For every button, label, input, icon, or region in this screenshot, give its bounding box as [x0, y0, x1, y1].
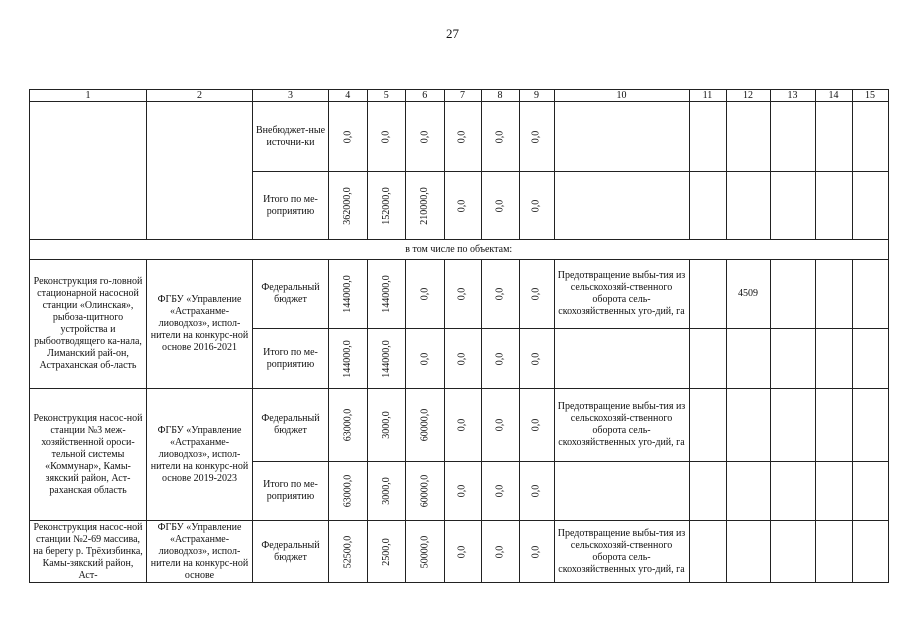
page-number: 27: [446, 26, 459, 41]
indicator-cell-text: Предотвращение выбы-тия из сельскохозяй-ственного оборота сель-скохозяйственных уго-дий, га: [557, 401, 686, 448]
indicator-cell-text: Предотвращение выбы-тия из сельскохозяй-ственного оборота сель-скохозяйственных уго-дий, га: [557, 270, 686, 317]
value-cell-text: 0,0: [530, 199, 542, 212]
indicator-cell: [554, 172, 689, 240]
value-cell: [519, 172, 554, 240]
value-cell-text: 0,0: [494, 287, 505, 301]
value-cell: [367, 462, 406, 521]
value-cell: [367, 172, 406, 240]
value-cell-text: 60000,0: [418, 474, 430, 508]
value-cell-text: 0,0: [341, 130, 353, 143]
value-cell: [406, 172, 445, 240]
source-cell: [253, 329, 329, 389]
column-header: 15: [852, 90, 888, 102]
source-cell-text: Федеральный бюджет: [261, 539, 320, 563]
indicator-cell-text: Предотвращение выбы-тия из сельскохозяй-ственного оборота сель-скохозяйственных уго-дий, га: [557, 527, 686, 575]
column-header: 7: [444, 90, 481, 102]
value-cell: [481, 260, 519, 329]
value-cell-text: 0,0: [530, 545, 542, 558]
value-cell: [406, 102, 445, 172]
indicator-cell: [554, 329, 689, 389]
empty-cell: [689, 462, 726, 521]
value-cell-text: 144000,0: [380, 339, 392, 378]
table-row: [30, 102, 889, 172]
empty-cell: [689, 260, 726, 329]
target-value-cell: [726, 329, 770, 389]
value-cell: [406, 462, 445, 521]
column-header: 13: [770, 90, 815, 102]
source-cell: [253, 102, 329, 172]
value-cell-text: 0,0: [530, 287, 542, 301]
value-cell-text: 0,0: [456, 545, 468, 558]
value-cell: [329, 462, 368, 521]
empty-cell: [852, 102, 888, 172]
value-cell-text: 0,0: [418, 130, 430, 143]
header-row: [30, 90, 889, 102]
value-cell-text: 0,0: [494, 484, 505, 498]
value-cell: [329, 521, 368, 583]
value-cell: [444, 389, 481, 462]
empty-cell: [147, 102, 253, 240]
value-cell: [406, 389, 445, 462]
value-cell-text: 3000,0: [380, 477, 392, 505]
empty-cell: [689, 172, 726, 240]
value-cell: [519, 260, 554, 329]
value-cell: [367, 389, 406, 462]
object-name-cell-text: Реконструкция насос-ной станции №3 меж-хозяйственной ороси-тельной системы «Коммунар», Камы-зякский район, Аст-раханская область: [33, 412, 143, 496]
value-cell: [367, 102, 406, 172]
value-cell: [329, 329, 368, 389]
empty-cell: [815, 329, 852, 389]
source-cell: [253, 389, 329, 462]
column-header: 5: [367, 90, 406, 102]
column-header: 4: [329, 90, 368, 102]
source-cell: [253, 172, 329, 240]
value-cell: [444, 172, 481, 240]
value-cell-text: 0,0: [494, 199, 505, 212]
empty-cell: [852, 172, 888, 240]
value-cell: [444, 260, 481, 329]
target-value-cell: [726, 462, 770, 521]
value-cell-text: 144000,0: [341, 275, 353, 313]
value-cell-text: 0,0: [456, 484, 468, 498]
object-name-cell-text: Реконструкция насос-ной станции №2-69 массива, на берегу р. Трёхизбинка, Камы-зякский район, Аст-: [33, 521, 143, 581]
value-cell: [329, 102, 368, 172]
value-cell-text: 0,0: [456, 130, 468, 143]
object-name-cell-text: Реконструкция го-ловной стационарной насосной станции «Олинская», рыбоза-щитного устройства и рыбоотводящего ка-нала, Лиманский рай-он, Астраханская об-ласть: [33, 276, 143, 371]
source-cell-text: Федеральный бюджет: [261, 413, 320, 436]
column-header: 8: [481, 90, 519, 102]
column-header: 2: [147, 90, 253, 102]
source-cell-text: Федеральный бюджет: [261, 282, 320, 305]
value-cell-text: 2500,0: [380, 537, 392, 566]
column-header: 1: [30, 90, 147, 102]
column-header: 6: [406, 90, 445, 102]
table-row: [30, 521, 889, 583]
column-header: 3: [253, 90, 329, 102]
target-value-cell-text: 4509: [738, 288, 758, 299]
value-cell-text: 52500,0: [341, 535, 353, 568]
empty-cell: [815, 172, 852, 240]
empty-cell: [852, 260, 888, 329]
value-cell: [406, 521, 445, 583]
empty-cell: [815, 260, 852, 329]
empty-cell: [852, 389, 888, 462]
indicator-cell: [554, 462, 689, 521]
empty-cell: [770, 462, 815, 521]
empty-cell: [852, 329, 888, 389]
column-header: 10: [554, 90, 689, 102]
column-header: 11: [689, 90, 726, 102]
target-value-cell: [726, 172, 770, 240]
value-cell-text: 0,0: [456, 352, 468, 365]
value-cell: [481, 521, 519, 583]
value-cell: [367, 329, 406, 389]
value-cell-text: 144000,0: [380, 275, 392, 313]
executor-cell-text: ФГБУ «Управление «Астраханме-лиоводхоз», испол-нители на конкурс-ной основе 2019-2023: [150, 424, 249, 484]
executor-cell-text: ФГБУ «Управление «Астраханме-лиоводхоз», испол-нители на конкурс-ной основе: [150, 521, 249, 581]
value-cell: [329, 260, 368, 329]
source-cell: [253, 462, 329, 521]
target-value-cell: [726, 521, 770, 583]
value-cell-text: 210000,0: [418, 186, 430, 225]
empty-cell: [852, 521, 888, 583]
program-table: [29, 89, 889, 583]
value-cell: [406, 260, 445, 329]
empty-cell: [770, 329, 815, 389]
section-label: [30, 240, 889, 260]
value-cell-text: 0,0: [530, 484, 542, 498]
executor-cell: [147, 521, 253, 583]
value-cell: [519, 521, 554, 583]
value-cell: [519, 462, 554, 521]
empty-cell: [689, 389, 726, 462]
indicator-cell: [554, 260, 689, 329]
value-cell-text: 0,0: [418, 352, 430, 365]
empty-cell: [770, 172, 815, 240]
column-header: 14: [815, 90, 852, 102]
empty-cell: [815, 389, 852, 462]
empty-cell: [30, 102, 147, 240]
value-cell-text: 0,0: [530, 352, 542, 365]
value-cell-text: 0,0: [380, 130, 392, 143]
table-row: [30, 389, 889, 462]
column-header: 12: [726, 90, 770, 102]
empty-cell: [852, 462, 888, 521]
object-name-cell: [30, 389, 147, 521]
value-cell: [367, 521, 406, 583]
empty-cell: [770, 102, 815, 172]
target-value-cell: [726, 102, 770, 172]
value-cell: [481, 329, 519, 389]
value-cell-text: 152000,0: [380, 186, 392, 225]
source-cell: [253, 521, 329, 583]
value-cell-text: 0,0: [456, 418, 468, 432]
value-cell: [481, 102, 519, 172]
value-cell-text: 0,0: [418, 287, 430, 301]
source-cell-text: Итого по ме-роприятию: [263, 346, 318, 370]
value-cell: [444, 462, 481, 521]
empty-cell: [815, 521, 852, 583]
value-cell: [329, 172, 368, 240]
value-cell-text: 0,0: [494, 130, 505, 143]
empty-cell: [689, 521, 726, 583]
value-cell: [367, 260, 406, 329]
source-cell: [253, 260, 329, 329]
value-cell: [444, 329, 481, 389]
section-row: [30, 240, 889, 260]
value-cell-text: 0,0: [494, 352, 505, 365]
empty-cell: [770, 521, 815, 583]
empty-cell: [815, 102, 852, 172]
value-cell: [519, 329, 554, 389]
value-cell-text: 60000,0: [418, 408, 430, 442]
value-cell-text: 362000,0: [341, 186, 353, 225]
object-name-cell: [30, 260, 147, 389]
column-header: 9: [519, 90, 554, 102]
value-cell: [481, 462, 519, 521]
value-cell: [444, 102, 481, 172]
executor-cell-text: ФГБУ «Управление «Астраханме-лиоводхоз», испол-нители на конкурс-ной основе 2016-2021: [150, 294, 249, 353]
indicator-cell: [554, 102, 689, 172]
empty-cell: [815, 462, 852, 521]
value-cell: [481, 172, 519, 240]
value-cell-text: 63000,0: [341, 408, 353, 442]
indicator-cell: [554, 521, 689, 583]
target-value-cell: [726, 260, 770, 329]
value-cell-text: 0,0: [530, 418, 542, 432]
value-cell: [406, 329, 445, 389]
value-cell-text: 0,0: [456, 287, 468, 301]
value-cell: [519, 389, 554, 462]
value-cell-text: 0,0: [456, 199, 468, 212]
source-cell-text: Итого по ме-роприятию: [263, 193, 318, 217]
object-name-cell: [30, 521, 147, 583]
indicator-cell: [554, 389, 689, 462]
value-cell-text: 0,0: [494, 418, 505, 432]
value-cell-text: 3000,0: [380, 411, 392, 439]
executor-cell: [147, 260, 253, 389]
value-cell: [444, 521, 481, 583]
value-cell: [329, 389, 368, 462]
executor-cell: [147, 389, 253, 521]
value-cell-text: 0,0: [494, 545, 505, 558]
source-cell-text: Внебюджет-ные источни-ки: [255, 124, 326, 148]
table-row: [30, 260, 889, 329]
section-label-text: в том числе по объектам:: [405, 243, 513, 255]
value-cell-text: 63000,0: [341, 474, 353, 508]
value-cell: [481, 389, 519, 462]
source-cell-text: Итого по ме-роприятию: [263, 479, 318, 502]
empty-cell: [689, 102, 726, 172]
empty-cell: [770, 260, 815, 329]
empty-cell: [770, 389, 815, 462]
value-cell-text: 50000,0: [418, 535, 430, 568]
value-cell: [519, 102, 554, 172]
value-cell-text: 0,0: [530, 130, 542, 143]
value-cell-text: 144000,0: [341, 339, 353, 378]
empty-cell: [689, 329, 726, 389]
target-value-cell: [726, 389, 770, 462]
